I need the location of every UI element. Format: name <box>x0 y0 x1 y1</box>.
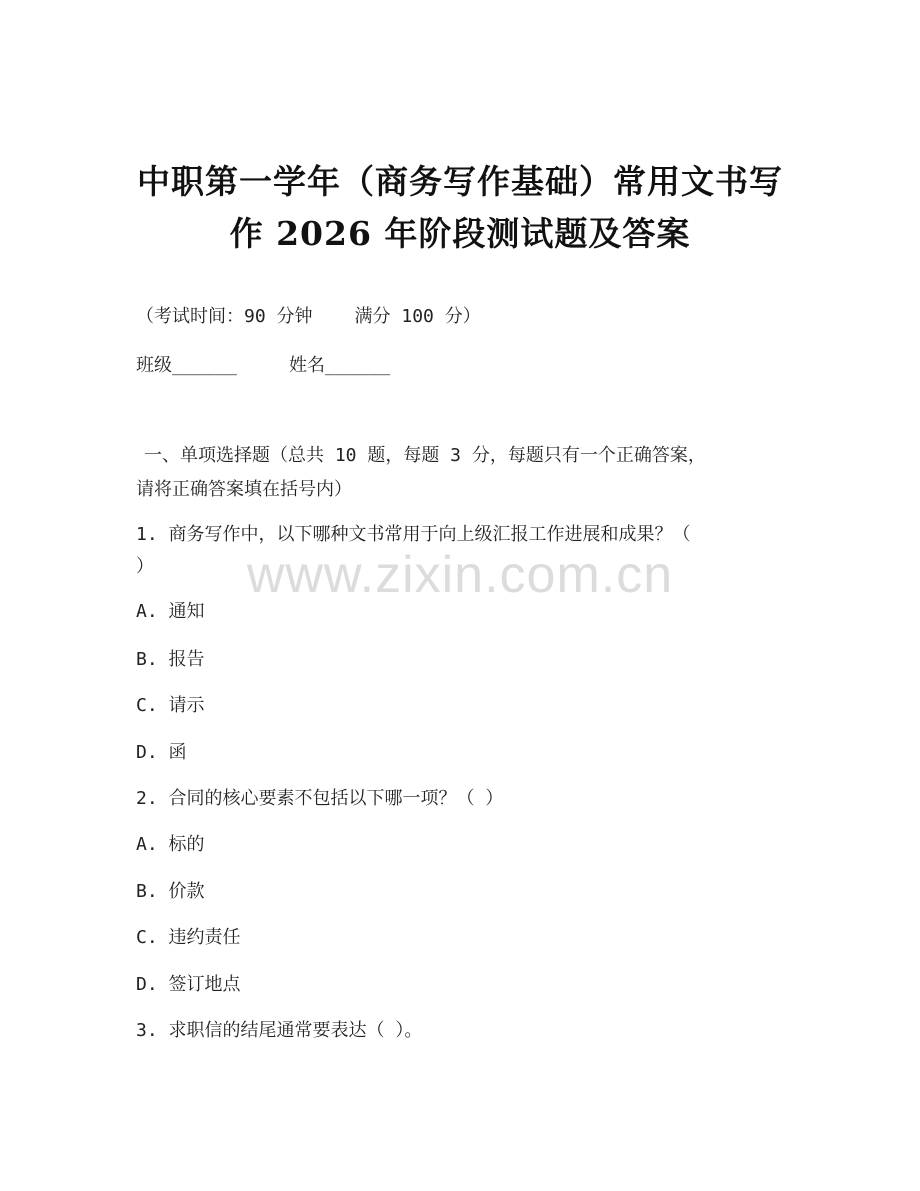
question-1-option-b: B. 报告 <box>136 649 205 670</box>
watermark: www.zixin.com.cn <box>246 546 674 604</box>
exam-score: 满分 100 分） <box>354 306 481 327</box>
section-heading-line-1: 一、单项选择题（总共 10 题，每题 3 分，每题只有一个正确答案， <box>144 445 706 466</box>
question-2: 2. 合同的核心要素不包括以下哪一项？（ ） <box>136 788 504 809</box>
name-field: 姓名______ <box>289 355 391 376</box>
exam-time: （考试时间：90 分钟 <box>136 306 313 327</box>
question-2-option-a: A. 标的 <box>136 834 205 855</box>
document-title-line-2: 作 2026 年阶段测试题及答案 <box>229 214 691 253</box>
question-2-option-d: D. 签订地点 <box>136 974 241 995</box>
question-1-line-1: 1. 商务写作中，以下哪种文书常用于向上级汇报工作进展和成果？（ <box>136 524 691 545</box>
class-field: 班级______ <box>136 355 238 376</box>
question-1-option-d: D. 函 <box>136 742 187 763</box>
section-heading-line-2: 请将正确答案填在括号内） <box>136 479 352 500</box>
student-fields <box>136 351 390 377</box>
document-title-line-1: 中职第一学年（商务写作基础）常用文书写 <box>137 162 783 201</box>
question-2-option-c: C. 违约责任 <box>136 927 241 948</box>
exam-info <box>136 302 481 328</box>
question-2-option-b: B. 价款 <box>136 881 205 902</box>
question-1-option-a: A. 通知 <box>136 601 205 622</box>
question-3: 3. 求职信的结尾通常要表达（ ）。 <box>136 1020 423 1041</box>
question-1-line-2: ） <box>136 556 154 577</box>
question-1-option-c: C. 请示 <box>136 695 205 716</box>
